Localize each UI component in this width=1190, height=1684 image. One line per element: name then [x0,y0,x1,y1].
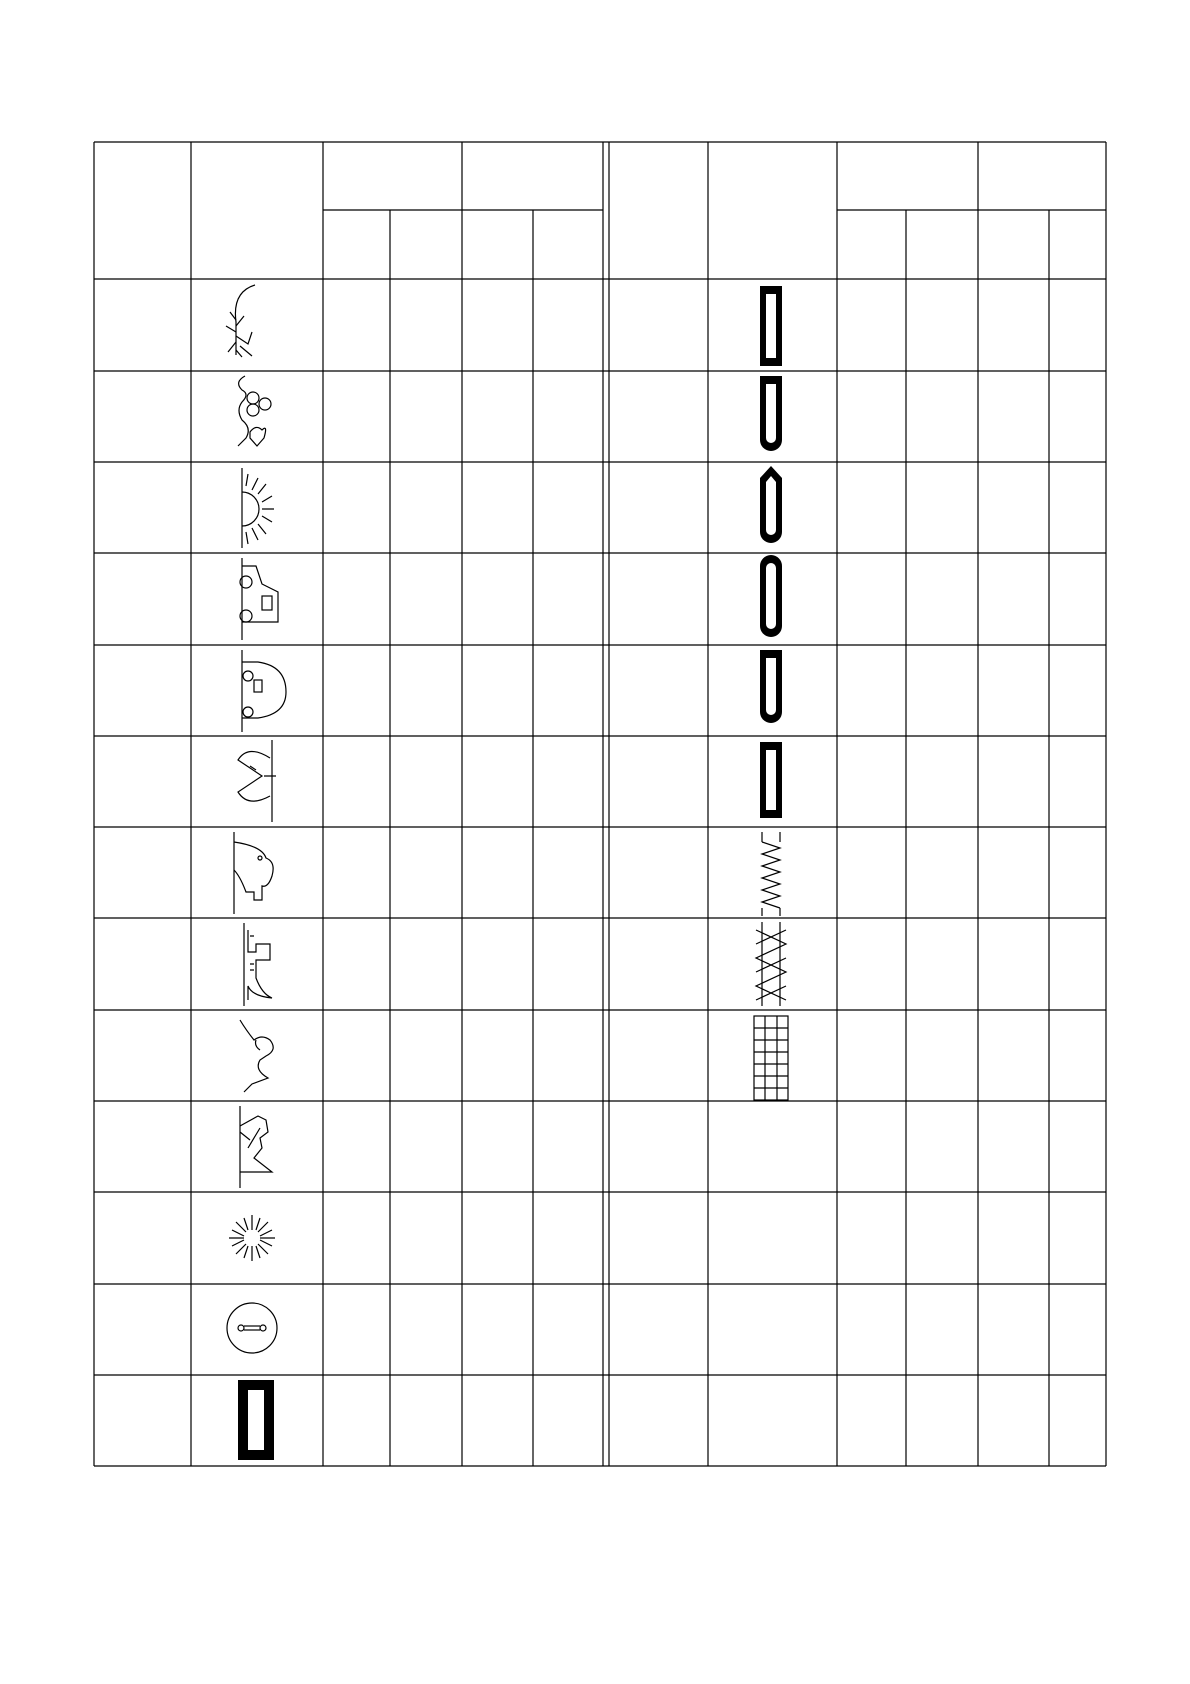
buttonhole-narrow-icon [760,742,782,818]
buttonhole-round-end-icon [760,376,782,451]
buttonhole-square-icon [760,286,782,366]
buttonhole-keyhole-icon [760,466,782,543]
sun-stitch-icon [242,468,274,548]
buttonhole-round-both-icon [760,555,782,637]
swan-stitch-icon [240,1020,273,1092]
clover-heart-stitch-icon [238,376,271,446]
eyelet-star-stitch-icon [229,1215,275,1261]
crocodile-stitch-icon [244,923,272,1006]
caravan-stitch-icon [242,650,286,732]
butterfly-stitch-icon [238,740,276,822]
stretch-zigzag-stitch-icon [762,832,780,916]
dog-stitch-icon [240,1106,272,1188]
buttonhole-round-top-icon [760,650,782,723]
button-sewing-icon [227,1303,277,1353]
car-stitch-icon [240,558,278,640]
cross-stitch-icon [756,922,786,1006]
darning-grid-icon [754,1016,788,1100]
branch-stitch-icon [226,285,255,357]
elephant-stitch-icon [234,832,273,914]
table-grid [94,142,1106,1466]
buttonhole-square-icon [238,1380,274,1460]
